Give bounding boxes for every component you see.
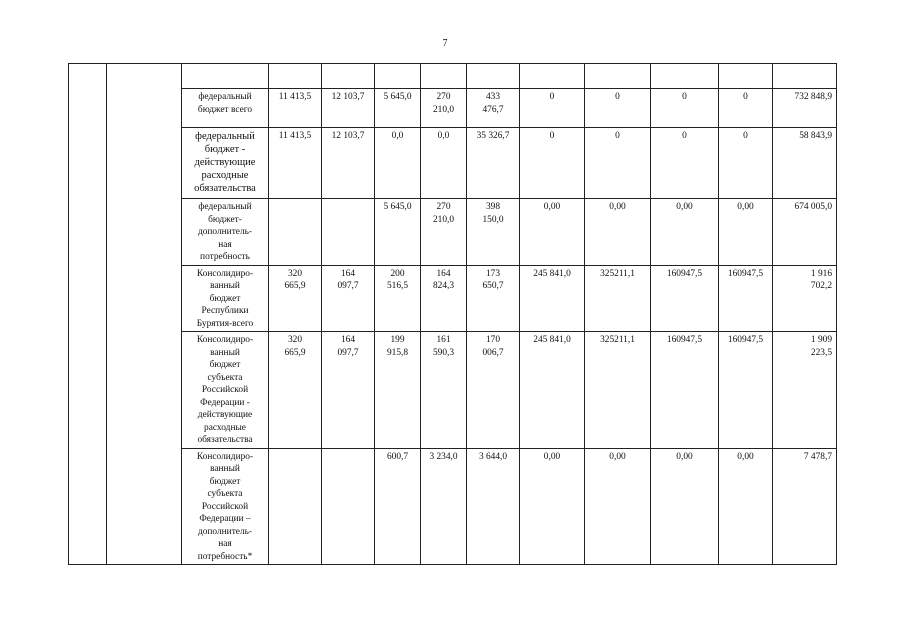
value-cell (322, 265, 375, 332)
row-label-text: Консолидиро- ванный бюджет субъекта Российской Федерации – дополнитель- ная потребность* (196, 451, 254, 562)
value-text: 320 665,9 (284, 335, 306, 358)
row-label-text: федеральный бюджет - действующие расходные обязательства (194, 131, 256, 194)
value-cell (719, 448, 773, 565)
value-cell (651, 448, 719, 565)
value-cell (375, 199, 421, 266)
value-cell (467, 89, 520, 128)
value-text: 270 210,0 (432, 202, 455, 225)
value-cell (520, 128, 585, 199)
value-text: 0,00 (543, 451, 561, 462)
continuation-cell (182, 64, 269, 89)
value-text: 164 097,7 (337, 335, 359, 358)
value-text: 58 843,9 (799, 131, 832, 141)
value-text: 160947,5 (727, 335, 764, 345)
value-cell (322, 199, 375, 266)
value-cell (520, 448, 585, 565)
value-cell (719, 89, 773, 128)
value-text: 0,00 (609, 202, 626, 212)
value-text: 3 234,0 (429, 451, 458, 462)
value-text: 325211,1 (600, 335, 635, 345)
value-text: 0,00 (676, 202, 693, 212)
value-cell (651, 128, 719, 199)
value-text: 0 (743, 131, 748, 141)
value-cell (585, 332, 651, 449)
value-cell (520, 89, 585, 128)
value-text: 5 645,0 (383, 202, 412, 212)
value-cell (520, 332, 585, 449)
budget-table (68, 63, 837, 565)
value-cell (269, 448, 322, 565)
continuation-cell (375, 64, 421, 89)
value-text: 160947,5 (727, 268, 764, 279)
value-text: 325211,1 (600, 268, 635, 279)
continuation-cell (467, 64, 520, 89)
table-row (69, 199, 837, 266)
value-text: 320 665,9 (284, 268, 306, 291)
value-text: 245 841,0 (533, 268, 571, 279)
continuation-cell (719, 64, 773, 89)
second-column-cell (107, 64, 182, 565)
value-cell (322, 128, 375, 199)
table-row (69, 448, 837, 565)
value-cell (421, 448, 467, 565)
value-cell (773, 332, 837, 449)
row-label-text: федеральный бюджет всего (197, 92, 253, 115)
value-cell (773, 199, 837, 266)
row-label-text: Консолидиро- ванный бюджет Республики Бурятия-всего (196, 268, 254, 329)
value-text: 732 848,9 (794, 92, 832, 102)
value-cell (585, 89, 651, 128)
value-text: 1 909 223,5 (810, 335, 832, 358)
value-cell (322, 448, 375, 565)
value-text: 0,00 (609, 451, 626, 462)
value-cell (585, 265, 651, 332)
value-cell (585, 128, 651, 199)
value-cell (375, 89, 421, 128)
value-text: 398 150,0 (482, 202, 504, 225)
row-label (182, 332, 269, 449)
value-cell (773, 448, 837, 565)
value-cell (520, 265, 585, 332)
value-cell (719, 265, 773, 332)
value-cell (421, 265, 467, 332)
value-text: 170 006,7 (482, 335, 504, 358)
first-column-cell (69, 64, 107, 565)
value-text: 1 916 702,2 (810, 268, 832, 291)
value-cell (773, 265, 837, 332)
table-row (69, 128, 837, 199)
table-row (69, 332, 837, 449)
value-cell (421, 89, 467, 128)
continuation-cell (520, 64, 585, 89)
value-text: 12 103,7 (331, 92, 365, 102)
value-cell (651, 199, 719, 266)
row-label-text: Консолидиро- ванный бюджет субъекта Российской Федерации - действующие расходные обязательства (196, 335, 254, 445)
value-text: 5 645,0 (383, 92, 412, 102)
value-cell (467, 265, 520, 332)
continuation-cell (773, 64, 837, 89)
value-cell (719, 332, 773, 449)
value-cell (719, 199, 773, 266)
value-text: 245 841,0 (533, 335, 571, 345)
value-cell (322, 89, 375, 128)
value-cell (269, 89, 322, 128)
value-text: 3 644,0 (478, 451, 508, 462)
continuation-cell (421, 64, 467, 89)
value-text: 0,00 (737, 451, 754, 462)
value-text: 7 478,7 (803, 451, 832, 462)
value-cell (375, 332, 421, 449)
value-text: 0 (743, 92, 748, 102)
value-text: 0 (682, 131, 687, 141)
value-cell (375, 448, 421, 565)
value-text: 161 590,3 (432, 335, 455, 358)
value-cell (269, 128, 322, 199)
row-label (182, 199, 269, 266)
value-text: 0 (682, 92, 687, 102)
value-cell (375, 128, 421, 199)
continuation-cell (322, 64, 375, 89)
value-cell (651, 265, 719, 332)
value-text: 164 824,3 (432, 268, 455, 291)
page-number: 7 (442, 38, 448, 49)
value-cell (585, 448, 651, 565)
value-text: 0 (549, 131, 555, 141)
value-text: 11 413,5 (278, 92, 312, 102)
value-text: 160947,5 (666, 335, 703, 345)
value-cell (467, 448, 520, 565)
value-text: 164 097,7 (337, 268, 359, 291)
row-label (182, 448, 269, 565)
value-cell (585, 199, 651, 266)
value-cell (651, 89, 719, 128)
value-text: 199 915,8 (386, 335, 409, 358)
value-cell (421, 332, 467, 449)
value-text: 12 103,7 (331, 131, 365, 141)
table-row (69, 89, 837, 128)
value-text: 11 413,5 (278, 131, 312, 141)
value-text: 35 326,7 (476, 131, 510, 141)
row-label (182, 265, 269, 332)
value-cell (421, 199, 467, 266)
value-text: 0,0 (391, 131, 404, 141)
value-text: 270 210,0 (432, 92, 455, 115)
table-row-continuation (69, 64, 837, 89)
value-cell (467, 332, 520, 449)
value-text: 0 (615, 92, 620, 102)
value-cell (269, 199, 322, 266)
value-text: 0 (615, 131, 620, 141)
value-text: 0,00 (676, 451, 693, 462)
value-text: 173 650,7 (482, 268, 504, 291)
value-text: 433 476,7 (482, 92, 504, 115)
row-label-text: федеральный бюджет- дополнитель- ная потребность (197, 202, 253, 262)
value-cell (322, 332, 375, 449)
row-label (182, 128, 269, 199)
value-text: 200 516,5 (386, 268, 409, 291)
value-cell (375, 265, 421, 332)
value-text: 0,00 (737, 202, 754, 212)
continuation-cell (269, 64, 322, 89)
value-cell (651, 332, 719, 449)
value-cell (467, 199, 520, 266)
value-text: 0 (549, 92, 555, 102)
row-label (182, 89, 269, 128)
value-cell (719, 128, 773, 199)
value-cell (520, 199, 585, 266)
continuation-cell (585, 64, 651, 89)
value-text: 160947,5 (666, 268, 703, 279)
value-cell (773, 89, 837, 128)
value-text: 0,00 (543, 202, 561, 212)
value-cell (467, 128, 520, 199)
value-cell (269, 265, 322, 332)
value-text: 674 005,0 (794, 202, 832, 212)
value-text: 600,7 (386, 451, 409, 462)
value-text: 0,0 (437, 131, 450, 141)
value-cell (269, 332, 322, 449)
continuation-cell (651, 64, 719, 89)
value-cell (421, 128, 467, 199)
table-row (69, 265, 837, 332)
value-cell (773, 128, 837, 199)
